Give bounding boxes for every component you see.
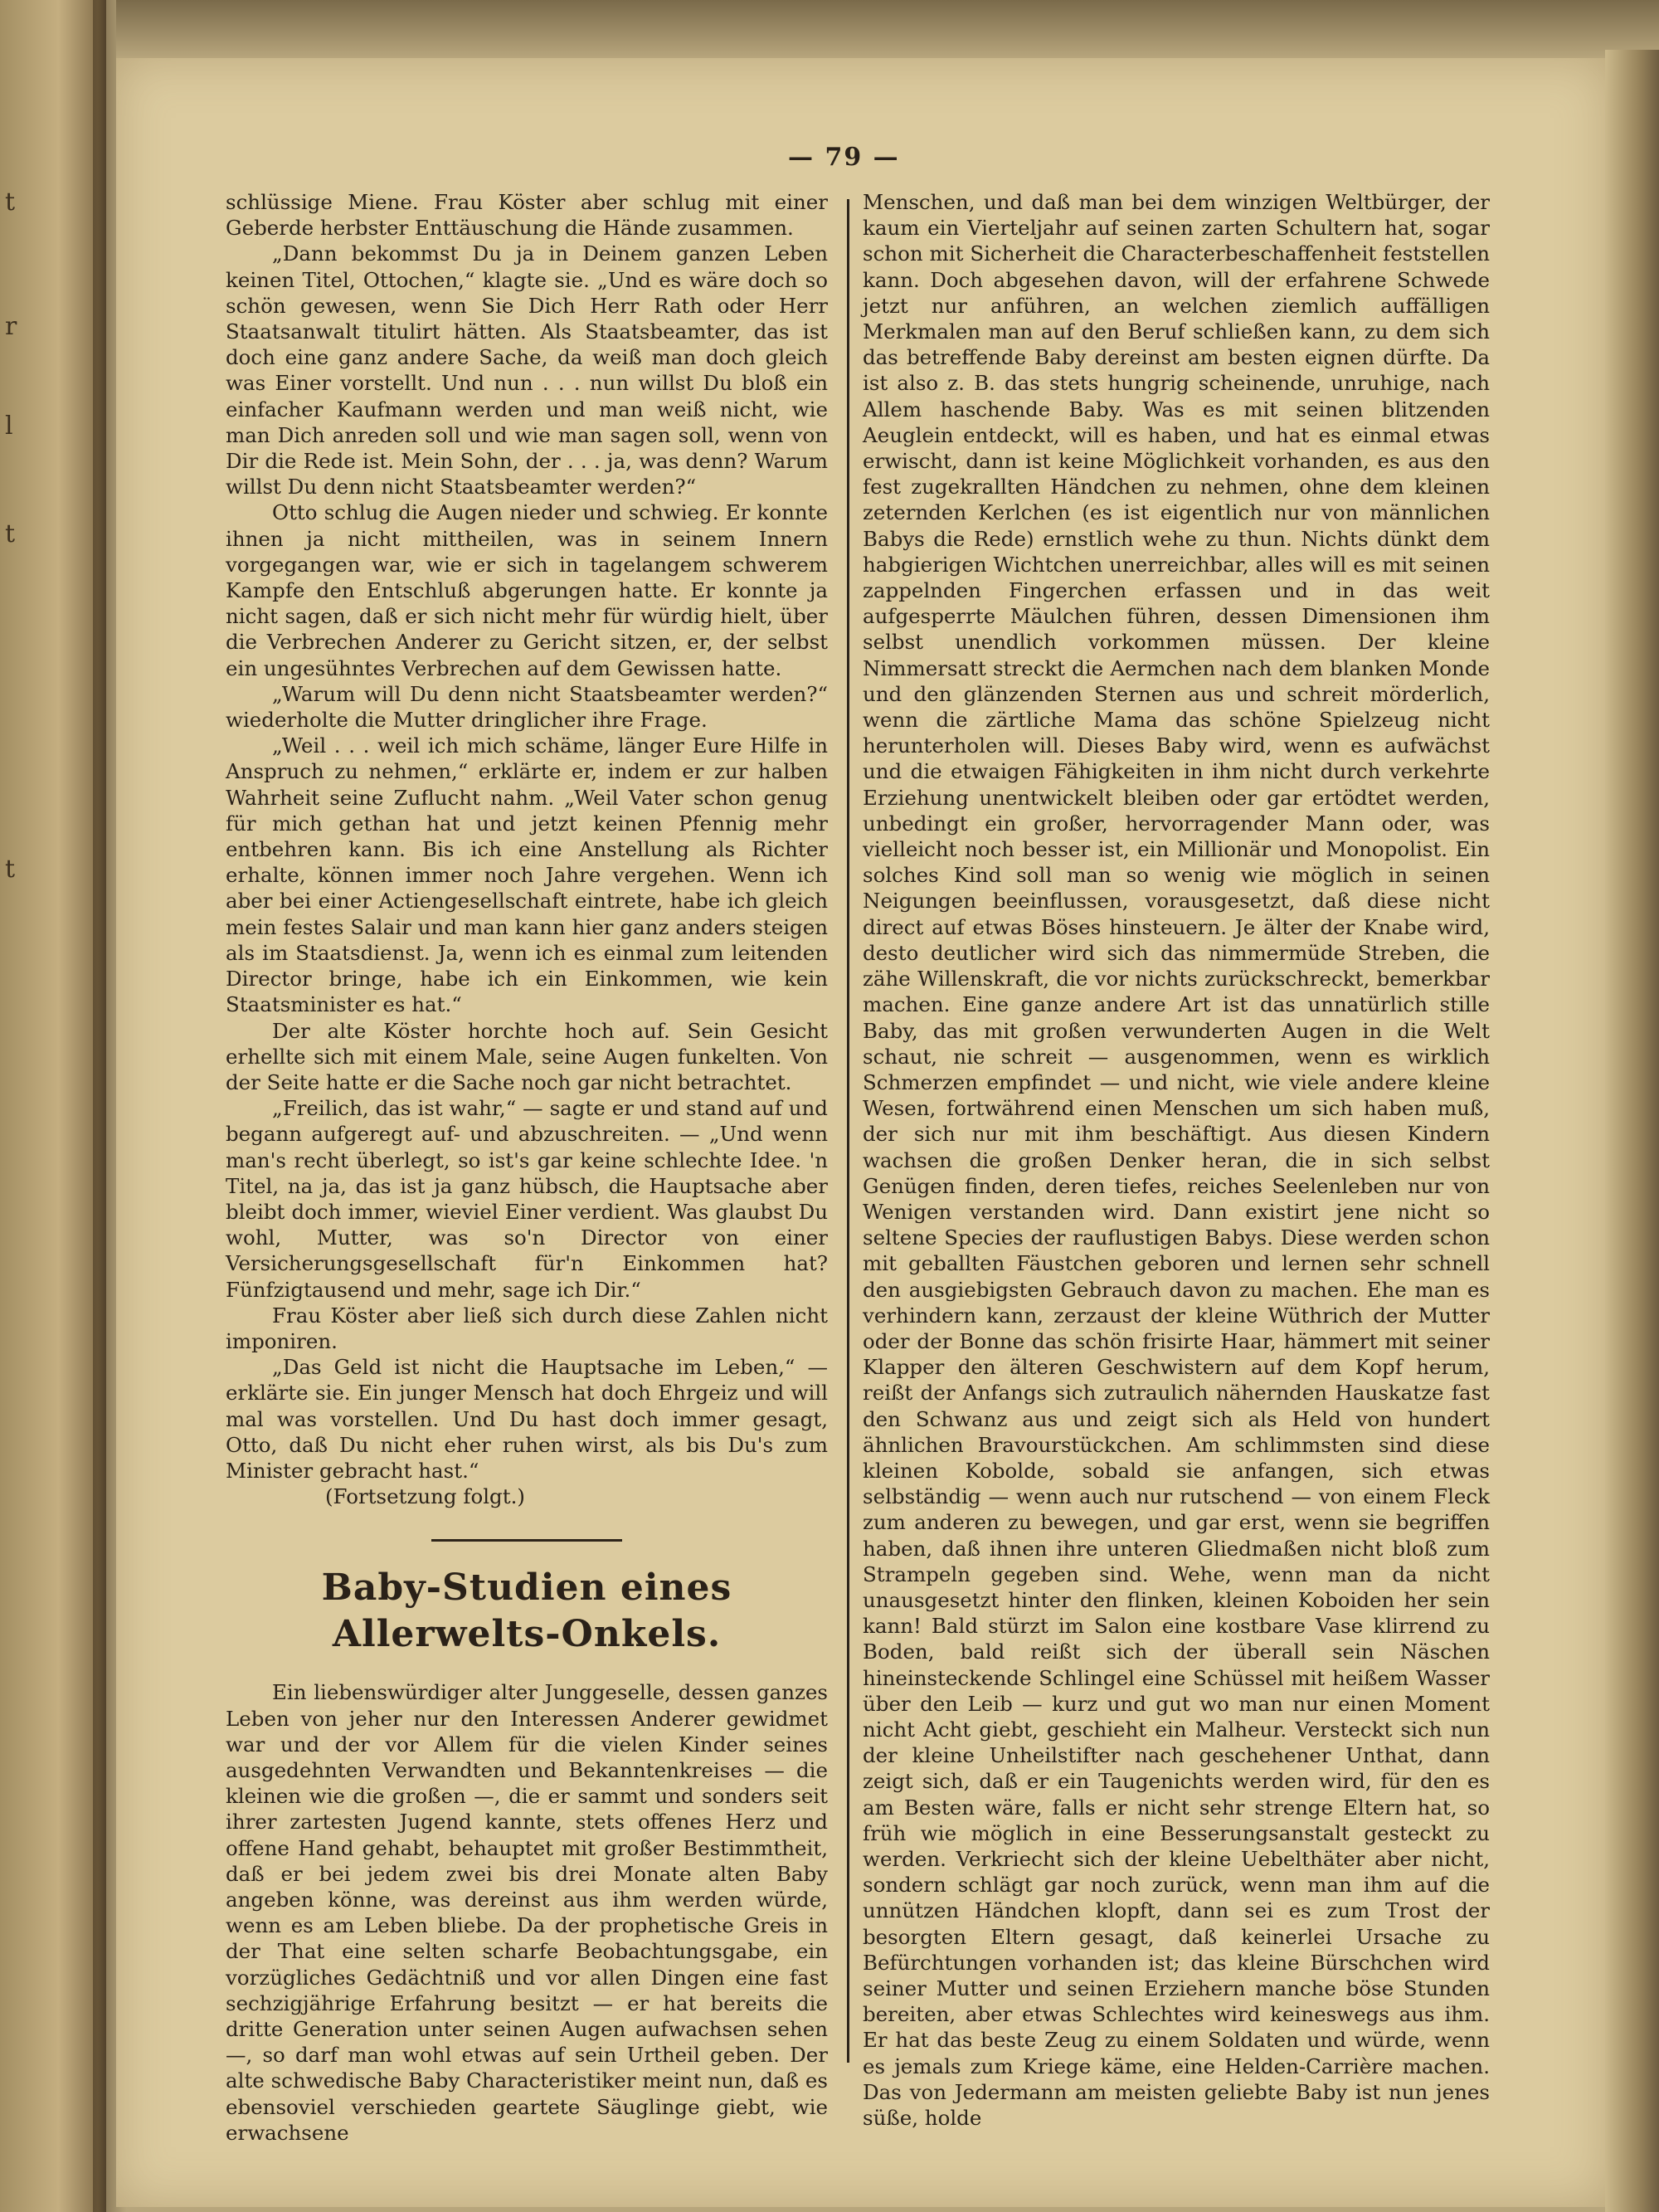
edge-mark: r xyxy=(5,312,17,341)
serial-story-text xyxy=(226,189,828,1484)
paragraph: „Warum will Du denn nicht Staatsbeamter werden?“ wiederholte die Mutter dringlicher ihre Frage. xyxy=(226,681,828,733)
paragraph: „Weil . . . weil ich mich schäme, länger Eure Hilfe in Anspruch zu nehmen,“ erklärte er, indem er zur halben Wahrheit seine Zuflucht nahm. „Weil Vater schon genug für mich gethan hat und jetzt keinen Pfennig mehr entbehren kann. Bis ich eine Anstellung als Richter erhalte, können immer noch Jahre vergehen. Wenn ich aber bei einer Actiengesellschaft eintrete, habe ich gleich mein festes Salair und man kann hier ganz anders steigen als im Staatsdienst. Ja, wenn ich es einmal zum leitenden Director bringe, habe ich ein Einkommen, wie kein Staatsminister es hat.“ xyxy=(226,733,828,1017)
paragraph: „Freilich, das ist wahr,“ — sagte er und stand auf und begann aufgeregt auf- und abzuschreiten. — „Und wenn man's recht überlegt, so ist's gar keine schlechte Idee. 'n Titel, na ja, das ist ja ganz hübsch, die Hauptsache aber bleibt doch immer, wieviel Einer verdient. Was glaubst Du wohl, Mutter, was so'n Director von einer Versicherungsgesellschaft für'n Einkommen hat? Fünfzigtausend und mehr, sage ich Dir.“ xyxy=(226,1096,828,1302)
continued-note: (Fortsetzung folgt.) xyxy=(325,1484,525,1509)
paragraph: Menschen, und daß man bei dem winzigen Weltbürger, der kaum ein Vierteljahr auf seinen zarten Schultern hat, sogar schon mit Sicherheit die Characterbeschaffenheit feststellen kann. Doch abgesehen davon, will der erfahrene Schwede jetzt nur anführen, an welchen ziemlich auffälligen Merkmalen man auf den Beruf schließen kann, zu dem sich das betreffende Baby dereinst am besten eignen dürfte. Da ist also z. B. das stets hungrig scheinende, unruhige, nach Allem haschende Baby. Was es mit seinen blitzenden Aeuglein entdeckt, will es haben, und hat es einmal etwas erwischt, dann ist keine Möglichkeit vorhanden, es aus den fest zugekrallten Händchen zu nehmen, ohne dem kleinen zeternden Kerlchen (es ist eigentlich nur von männlichen Babys die Rede) ernstlich wehe zu thun. Nichts dünkt dem habgierigen Wichtchen unerreichbar, alles will es mit seinen zappelnden Fingerchen erfassen und in das weit aufgesperrte Mäulchen führen, dessen Dimensionen ihm selbst unendlich vorkommen müssen. Der kleine Nimmersatt streckt die Aermchen nach dem blanken Monde und den glänzenden Sternen aus und schreit mörderlich, wenn die zärtliche Mama das schöne Spielzeug nicht herunterholen will. Dieses Baby wird, wenn es aufwächst und die etwaigen Fähigkeiten in ihm nicht durch verkehrte Erziehung unentwickelt bleiben oder gar ertödtet werden, unbedingt ein großer, hervorragender Mann oder, was vielleicht noch besser ist, ein Millionär und Monopolist. Ein solches Kind soll man so wenig wie möglich in seinen Neigungen beeinflussen, vorausgesetzt, daß diese nicht direct auf etwas Böses hinsteuern. Je älter der Knabe wird, desto deutlicher wird sich das nimmermüde Streben, die zähe Willenskraft, die vor nichts zurückschreckt, bemerkbar machen. Eine ganze andere Art ist das unnatürlich stille Baby, das mit großen verwunderten Augen in die Welt schaut, nie schreit — ausgenommen, wenn es wirklich Schmerzen empfindet — und nicht, wie viele andere kleine Wesen, fortwährend einen Menschen um sich haben muß, der sich nur mit ihm beschäftigt. Aus diesen Kindern wachsen die großen Denker heran, die in sich selbst Genügen finden, deren tiefes, reiches Seelenleben nur von Wenigen verstanden wird. Dann existirt jene nicht so seltene Species der rauflustigen Babys. Diese werden schon mit geballten Fäustchen geboren und lernen sehr schnell den ausgiebigsten Gebrauch davon zu machen. Ehe man es verhindern kann, zerzaust der kleine Wüthrich der Mutter oder der Bonne das schön frisirte Haar, hämmert mit seiner Klapper den älteren Geschwistern auf dem Kopf herum, reißt der Anfangs sich zutraulich nähernden Hauskatze fast den Schwanz aus und zeigt sich als Held von hundert ähnlichen Bravourstückchen. Am schlimmsten sind diese kleinen Kobolde, sobald sie anfangen, sich etwas selbständig — wenn auch nur rutschend — von einem Fleck zum anderen zu bewegen, und gar erst, wenn sie begriffen haben, daß ihnen ihre unteren Gliedmaßen nicht bloß zum Strampeln gegeben sind. Wehe, wenn man da nicht unausgesetzt hinter den flinken, kleinen Koboiden her sein kann! Bald stürzt im Salon eine kostbare Vase klirrend zu Boden, bald reißt sich der überall sein Näschen hineinsteckende Schlingel eine Schüssel mit heißem Wasser über den Leib — kurz und gut wo man nur einen Moment nicht Acht giebt, geschieht ein Malheur. Versteckt sich nun der kleine Unheilstifter nach geschehener Unthat, dann zeigt sich, daß er ein Taugenichts werden wird, für den es am Besten wäre, falls er nicht sehr strenge Eltern hat, so früh wie möglich in eine Besserungsanstalt gesteckt zu werden. Verkriecht sich der kleine Uebelthäter aber nicht, sondern schlägt gar noch zurück, wenn man ihm auf die unnützen Händchen klopft, dann sei es zum Trost der besorgten Eltern gesagt, daß keinerlei Ursache zu Befürchtungen vorhanden ist; das kleine Bürschchen wird seiner Mutter und seinen Erziehern manche böse Stunden bereiten, aber etwas Schlechtes wird keineswegs aus ihm. Er hat das beste Zeug zu einem Soldaten und würde, wenn es jemals zum Kriege käme, eine Helden-Carrière machen. Das von Jedermann am meisten geliebte Baby ist nun jenes süße, holde xyxy=(863,190,1490,2131)
paragraph: schlüssige Miene. Frau Köster aber schlug mit einer Geberde herbster Enttäuschung die Hände zusammen. xyxy=(226,190,828,241)
left-text-column xyxy=(226,189,828,2146)
paragraph: Ein liebenswürdiger alter Junggeselle, dessen ganzes Leben von jeher nur den Interessen Anderer gewidmet war und der vor Allem für die vielen Kinder seines ausgedehnten Verwandten und Bekanntenkreises — die kleinen wie die großen —, die er sammt und sonders seit ihrer zartesten Jugend kannte, stets offenes Herz und offene Hand gehabt, behauptet mit großer Bestimmtheit, daß er bei jedem zwei bis drei Monate alten Baby angeben könne, was dereinst aus ihm werden würde, wenn es am Leben bliebe. Da der prophetische Greis in der That eine selten scharfe Beobachtungsgabe, ein vorzügliches Gedächtniß und vor allen Dingen eine fast sechzigjährige Erfahrung besitzt — er hat bereits die dritte Generation unter seinen Augen aufwachsen sehen —, so darf man wohl etwas auf sein Urtheil geben. Der alte schwedische Baby Characteristiker meint nun, daß es ebensoviel verschieden geartete Säuglinge giebt, wie erwachsene xyxy=(226,1680,828,2145)
edge-mark: l xyxy=(5,412,13,441)
edge-mark: t xyxy=(5,855,16,884)
edge-mark: t xyxy=(5,519,16,548)
article-body xyxy=(226,1679,828,2146)
page-right-edge xyxy=(1605,50,1659,2212)
section-divider xyxy=(431,1539,622,1542)
paragraph: „Das Geld ist nicht die Hauptsache im Leben,“ — erklärte sie. Ein junger Mensch hat doch Ehrgeiz und will mal was vorstellen. Und Du hast doch immer gesagt, Otto, daß Du nicht eher ruhen wirst, als bis Du's zum Minister gebracht hast.“ xyxy=(226,1355,828,1483)
right-text-column xyxy=(863,189,1490,2131)
paragraph: Frau Köster aber ließ sich durch diese Zahlen nicht imponiren. xyxy=(226,1303,828,1353)
facing-page-edge xyxy=(0,0,106,2212)
paragraph: „Dann bekommst Du ja in Deinem ganzen Leben keinen Titel, Ottochen,“ klagte sie. „Und es wäre doch so schön gewesen, wenn Sie Dich Herr Rath oder Herr Staatsanwalt titulirt hätten. Als Staatsbeamter, das ist doch eine ganz andere Sache, da weiß man doch gleich was Einer vorstellt. Und nun . . . nun willst Du bloß ein einfacher Kaufmann werden und man weiß nicht, wie man Dich anreden soll und wie man sagen soll, wenn von Dir die Rede ist. Mein Sohn, der . . . ja, was denn? Warum willst Du denn nicht Staatsbeamter werden?“ xyxy=(226,241,828,499)
edge-mark: t xyxy=(5,188,16,217)
article-title: Baby-Studien eines Allerwelts-Onkels. xyxy=(321,1566,732,1656)
page-number: — 79 — xyxy=(788,143,900,172)
column-divider xyxy=(847,199,849,2063)
paragraph: Der alte Köster horchte hoch auf. Sein Gesicht erhellte sich mit einem Male, seine Augen funkelten. Von der Seite hatte er die Sache noch gar nicht betrachtet. xyxy=(226,1018,828,1094)
book-top-edge xyxy=(116,0,1659,58)
paragraph: Otto schlug die Augen nieder und schwieg. Er konnte ihnen ja nicht mittheilen, was in seinem Innern vorgegangen war, wie er sich in tagelangem schwerem Kampfe den Entschluß abgerungen hatte. Er konnte ja nicht sagen, daß er sich nicht mehr für würdig hielt, über die Verbrechen Anderer zu Gericht sitzen, er, der selbst ein ungesühntes Verbrechen auf dem Gewissen hatte. xyxy=(226,500,828,680)
